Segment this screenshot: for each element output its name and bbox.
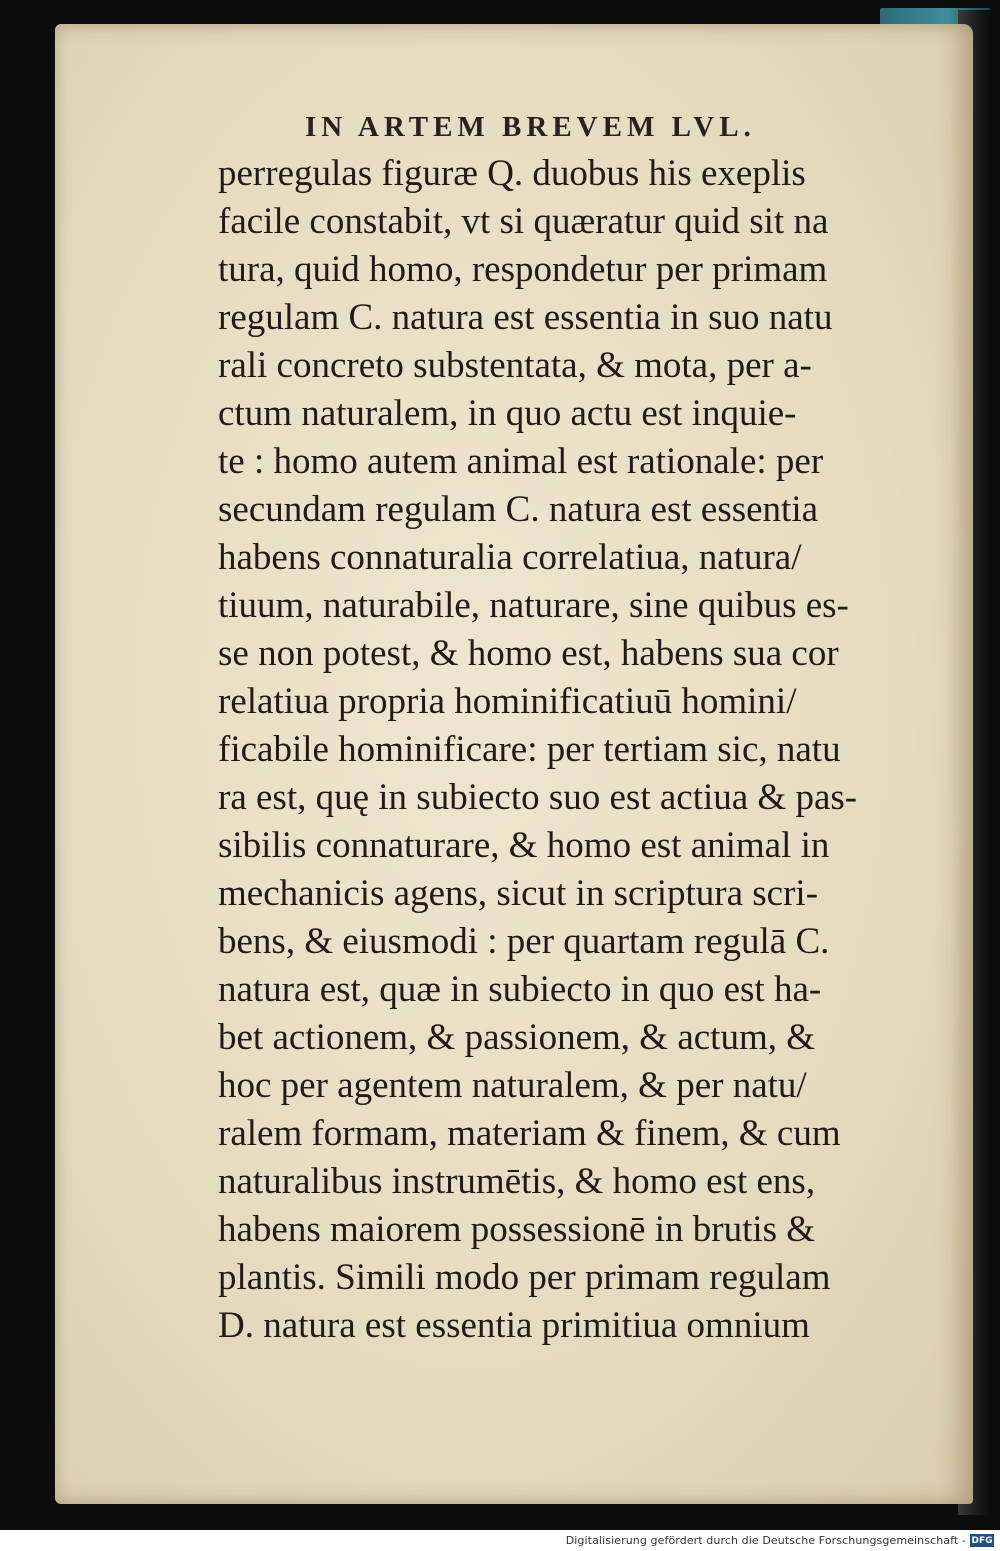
text-line: mechanicis agens, sicut in scriptura scri- [218, 873, 819, 914]
dfg-logo[interactable]: DFG [971, 1535, 993, 1546]
text-line: tura, quid homo, respondetur per primam [218, 249, 828, 290]
text-line: te : homo autem animal est rationale: per [218, 441, 824, 482]
text-line: rali concreto substentata, & mota, per a- [218, 345, 812, 386]
text-line: tiuum, naturabile, naturare, sine quibus es- [218, 585, 849, 626]
text-line: habens connaturalia correlatiua, natura/ [218, 537, 802, 578]
text-line: ficabile hominificare: per tertiam sic, natu [218, 729, 841, 770]
text-line: plantis. Simili modo per primam regulam [218, 1257, 831, 1298]
text-line: bens, & eiusmodi : per quartam regulā C. [218, 921, 830, 962]
text-line: natura est, quæ in subiecto in quo est ha- [218, 969, 822, 1010]
funding-notice: Digitalisierung gefördert durch die Deutsche Forschungsgemeinschaft - [565, 1534, 966, 1547]
text-line: relatiua propria hominificatiuū homini/ [218, 681, 797, 722]
text-line: sibilis connaturare, & homo est animal in [218, 825, 830, 866]
text-line: hoc per agentem naturalem, & per natu/ [218, 1065, 807, 1106]
text-line: ra est, quę in subiecto suo est actiua & pas- [218, 777, 858, 818]
running-head: IN ARTEM BREVEM LVL. [305, 111, 756, 143]
text-line: bet actionem, & passionem, & actum, & [218, 1017, 816, 1058]
text-line: D. natura est essentia primitiua omnium [218, 1305, 810, 1346]
funding-footer [0, 1530, 1000, 1551]
text-line: secundam regulam C. natura est essentia [218, 489, 819, 530]
text-line: ralem formam, materiam & finem, & cum [218, 1113, 841, 1154]
text-line: ctum naturalem, in quo actu est inquie- [218, 393, 797, 434]
text-line: naturalibus instrumētis, & homo est ens, [218, 1161, 816, 1202]
text-line: facile constabit, vt si quæratur quid sit na [218, 201, 829, 242]
text-line: perregulas figuræ Q. duobus his exeplis [218, 153, 806, 194]
text-line: habens maiorem possessionē in brutis & [218, 1209, 816, 1250]
text-line: regulam C. natura est essentia in suo natu [218, 297, 833, 338]
text-line: se non potest, & homo est, habens sua cor [218, 633, 839, 674]
page-text [218, 150, 918, 1350]
